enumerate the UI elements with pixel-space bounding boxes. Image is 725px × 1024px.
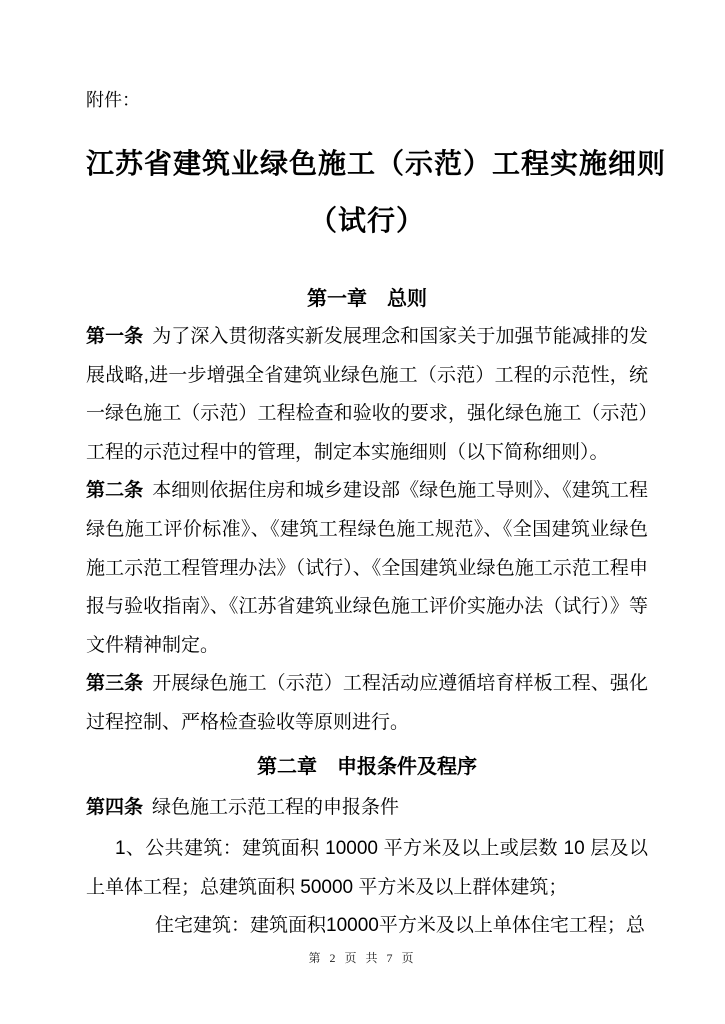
article-1-label: 第一条	[86, 326, 144, 347]
article-3	[86, 665, 648, 742]
document-subtitle: （试行）	[308, 206, 425, 237]
article-4-text: 绿色施工示范工程的申报条件	[152, 796, 400, 818]
article-1	[86, 318, 648, 472]
document-title: 江苏省建筑业绿色施工（示范）工程实施细则	[86, 149, 667, 180]
clause-residential-buildings	[86, 907, 648, 946]
clause-public-buildings	[86, 830, 648, 907]
article-2-text: 本细则依据住房和城乡建设部《绿色施工导则》、《建筑工程绿色施工评价标准》、《建筑工程绿色施工规范》、《全国建筑业绿色施工示范工程管理办法》（试行）、《全国建筑业绿色施工示范工程申报与验收指南》、《江苏省建筑业绿色施工评价实施办法（试行）》等文件精神制定。	[86, 480, 648, 656]
clause-residential-buildings-text: 住宅建筑：建筑面积10000平方米及以上单体住宅工程；总	[155, 915, 645, 937]
article-2	[86, 472, 648, 665]
article-1-text: 为了深入贯彻落实新发展理念和国家关于加强节能减排的发展战略,进一步增强全省建筑业绿色施工（示范）工程的示范性，统一绿色施工（示范）工程检查和验收的要求，强化绿色施工（示范）工程的示范过程中的管理，制定本实施细则（以下简称细则）。	[86, 326, 648, 463]
chapter-1-heading: 第一章 总则	[307, 288, 427, 310]
chapter-2-heading: 第二章 申报条件及程序	[257, 755, 477, 778]
article-4-label: 第四条	[86, 796, 144, 818]
article-3-text: 开展绿色施工（示范）工程活动应遵循培育样板工程、强化过程控制、严格检查验收等原则进行。	[86, 673, 648, 733]
article-4	[86, 789, 648, 828]
page-number-footer: 第 2 页 共 7 页	[308, 951, 417, 965]
attachment-label: 附件：	[86, 90, 140, 110]
article-3-label: 第三条	[86, 673, 144, 695]
clause-public-buildings-text: 1、公共建筑：建筑面积 10000 平方米及以上或层数 10 层及以上单体工程；总建筑面积 50000 平方米及以上群体建筑；	[86, 838, 648, 898]
document-content	[86, 0, 667, 946]
article-2-label: 第二条	[86, 480, 144, 502]
